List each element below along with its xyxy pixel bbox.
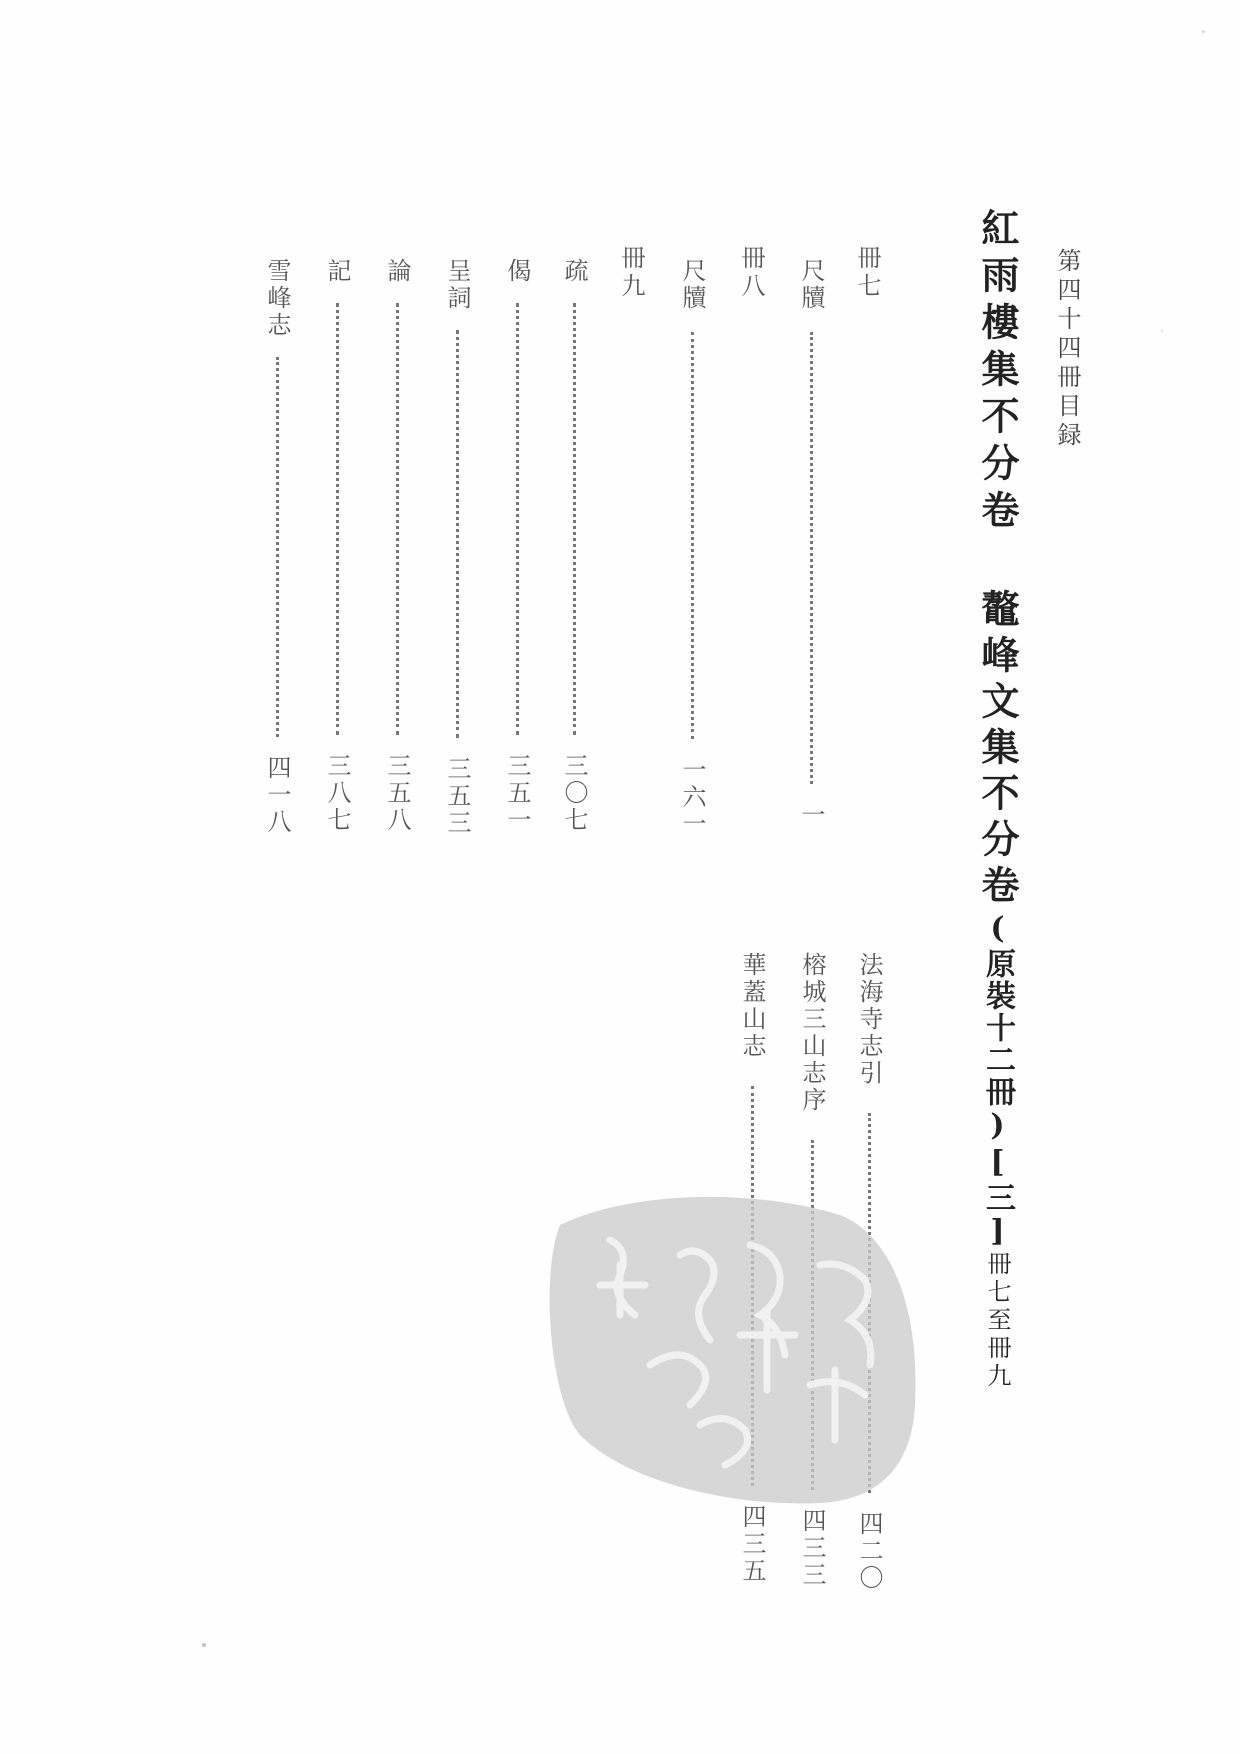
toc-entry <box>557 258 592 834</box>
dot-leader <box>573 303 576 735</box>
toc-entry <box>675 258 710 838</box>
toc-entry-title: 尺牘 <box>678 258 706 312</box>
toc-entry <box>500 258 535 834</box>
toc-entry-page: 四三五 <box>738 1504 766 1585</box>
dot-leader <box>336 303 339 735</box>
dot-leader <box>396 303 399 735</box>
dot-leader <box>810 332 813 784</box>
toc-entry-page: 一 <box>797 802 825 829</box>
toc-entry-page: 三五一 <box>503 753 531 834</box>
title-part-b: 鼇峰文集不分卷 <box>975 589 1020 911</box>
toc-entry-page: 三五三 <box>443 756 471 837</box>
toc-entry-title: 疏 <box>560 258 588 285</box>
title-part-a: 紅雨樓集不分卷 <box>975 208 1020 537</box>
toc-entry-title: 榕城三山志序 <box>798 952 826 1114</box>
dot-leader <box>276 357 279 737</box>
toc-entry-title: 論 <box>383 258 411 285</box>
toc-entry-title: 雪峰志 <box>263 258 291 339</box>
title-range: 冊七至冊九 <box>983 1251 1011 1391</box>
toc-entry-page: 三八七 <box>323 753 351 834</box>
toc-entry <box>260 258 295 836</box>
title-bracket: [三] <box>980 1145 1015 1251</box>
toc-entry-page: 四一八 <box>263 755 291 836</box>
volume-title <box>970 208 1025 1391</box>
series-heading: 第四十四冊目録 <box>1053 248 1081 451</box>
toc-entry-page: 四三三 <box>798 1508 826 1589</box>
dot-leader <box>516 303 519 735</box>
toc-entry <box>440 258 475 837</box>
toc-entry-page: 三〇七 <box>560 753 588 834</box>
toc-entry <box>380 258 415 834</box>
volume-label: 冊九 <box>617 245 645 301</box>
toc-entry-title: 偈 <box>503 258 531 285</box>
toc-entry <box>320 258 355 834</box>
scan-speck <box>202 1643 206 1647</box>
scan-speck <box>1161 330 1163 332</box>
toc-entry-title: 記 <box>323 258 351 285</box>
toc-entry-page: 一六一 <box>678 757 706 838</box>
toc-entry-title: 尺牘 <box>797 258 825 312</box>
volume-label: 冊七 <box>853 245 881 301</box>
toc-entry-title: 呈詞 <box>443 258 471 312</box>
toc-entry-title: 法海寺志引 <box>855 952 883 1087</box>
toc-entry-page: 三五八 <box>383 753 411 834</box>
dot-leader <box>691 332 694 739</box>
title-note: (原裝十二冊) <box>980 911 1015 1145</box>
volume-label: 冊八 <box>737 245 765 301</box>
toc-entry-page: 四二〇 <box>855 1511 883 1592</box>
toc-entry <box>794 258 829 829</box>
toc-entry-title: 華蓋山志 <box>738 952 766 1060</box>
scan-speck <box>1202 30 1205 33</box>
library-seal <box>540 1185 930 1505</box>
dot-leader <box>456 330 459 738</box>
